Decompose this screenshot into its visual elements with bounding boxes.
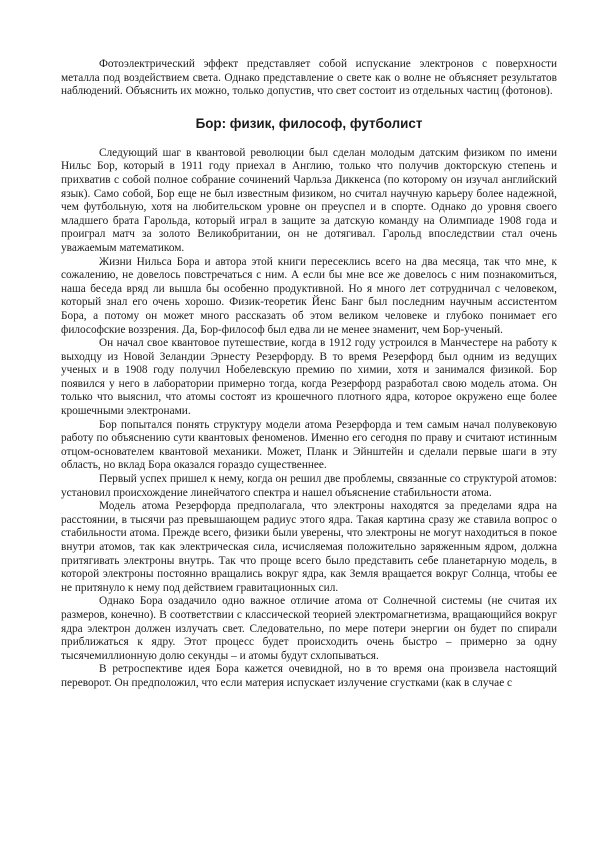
body-paragraph-8: В ретроспективе идея Бора кажется очевидной, но в то время она произвела настоящий переворот. Он предположил, что если материя испускает излучение сгустками (как в случае с bbox=[61, 663, 557, 689]
intro-paragraph: Фотоэлектрический эффект представляет собой испускание электронов с поверхности металла под воздействием света. Однако представление о свете как о волне не объясняет результатов наблюдений. Объяснить их можно, только допустив, что свет состоит из отдельных частиц (фотонов). bbox=[61, 58, 557, 98]
body-paragraph-1: Следующий шаг в квантовой революции был сделан молодым датским физиком по имени Нильс Бор, который в 1911 году приехал в Англию, только что получив докторскую степень и прихватив с собой полное собрание сочинений Чарльза Диккенса (по которому он изучал английский язык). Само собой, Бор еще не был известным физиком, но считал научную карьеру более надежной, чем футбольную, хотя на любительском уровне он преуспел и в спорте. Однако до уровня своего младшего брата Гарольда, который играл в защите за датскую команду на Олимпиаде 1908 года и проиграл матч за золото Великобритании, он не дотягивал. Гарольд впоследствии стал очень уважаемым математиком. bbox=[61, 146, 557, 254]
section-title: Бор: физик, философ, футболист bbox=[195, 115, 423, 131]
body-paragraph-3: Он начал свое квантовое путешествие, когда в 1912 году устроился в Манчестере на работу к выходцу из Новой Зеландии Эрнесту Резерфорду. В то время Резерфорд был одним из ведущих ученых и в 1908 году получил Нобелевскую премию по химии, хотя и занимался физикой. Бор появился у него в лаборатории примерно тогда, когда Резерфорд разработал свою модель атома. Он только что выяснил, что атомы состоят из крошечного плотного ядра, которое окружено еще более крошечными электронами. bbox=[61, 337, 557, 418]
document-page bbox=[61, 58, 557, 691]
body-paragraph-4: Бор попытался понять структуру модели атома Резерфорда и тем самым начал полувековую работу по объяснению сути квантовых феноменов. Именно его сегодня по праву и считают истинным отцом-основателем квантовой механики. Может, Планк и Эйнштейн и сделали первые шаги в эту область, но вклад Бора оказался гораздо существеннее. bbox=[61, 418, 557, 472]
body-paragraph-2: Жизни Нильса Бора и автора этой книги пересеклись всего на два месяца, так что мне, к сожалению, не довелось повстречаться с ним. А если бы мне все же довелось с ним познакомиться, наша беседа вряд ли вышла бы особенно продуктивной. Но я много лет сотрудничал с человеком, который знал его очень хорошо. Физик-теоретик Йенс Банг был последним научным ассистентом Бора, а потому он может много рассказать об этом великом человеке и глубоко понимает его философские воззрения. Да, Бор-философ был едва ли не менее знаменит, чем Бор-ученый. bbox=[61, 255, 557, 336]
body-paragraph-6: Модель атома Резерфорда предполагала, что электроны находятся за пределами ядра на расстоянии, в тысячи раз превышающем радиус этого ядра. Такая картина сразу же ставила вопрос о стабильности атома. Прежде всего, физики были уверены, что электроны не могут находиться в покое внутри атомов, так как электрическая сила, исчисляемая положительно заряженным ядром, должна притягивать электроны внутрь. Так что проще всего было представить себе планетарную модель, в которой электроны постоянно вращались вокруг ядра, как Земля вращается вокруг Солнца, чтобы ее не притянуло к нему под действием гравитационных сил. bbox=[61, 500, 557, 594]
body-paragraph-5: Первый успех пришел к нему, когда он решил две проблемы, связанные со структурой атомов: установил происхождение линейчатого спектра и нашел объяснение стабильности атома. bbox=[61, 473, 557, 499]
body-paragraph-7: Однако Бора озадачило одно важное отличие атома от Солнечной системы (не считая их размеров, конечно). В соответствии с классической теорией электромагнетизма, вращающийся вокруг ядра электрон должен излучать свет. Следовательно, по мере потери энергии он будет по спирали приближаться к ядру. Этот процесс будет происходить очень быстро – примерно за одну тысячемиллионную долю секунды – и атомы будут схлопываться. bbox=[61, 595, 557, 662]
